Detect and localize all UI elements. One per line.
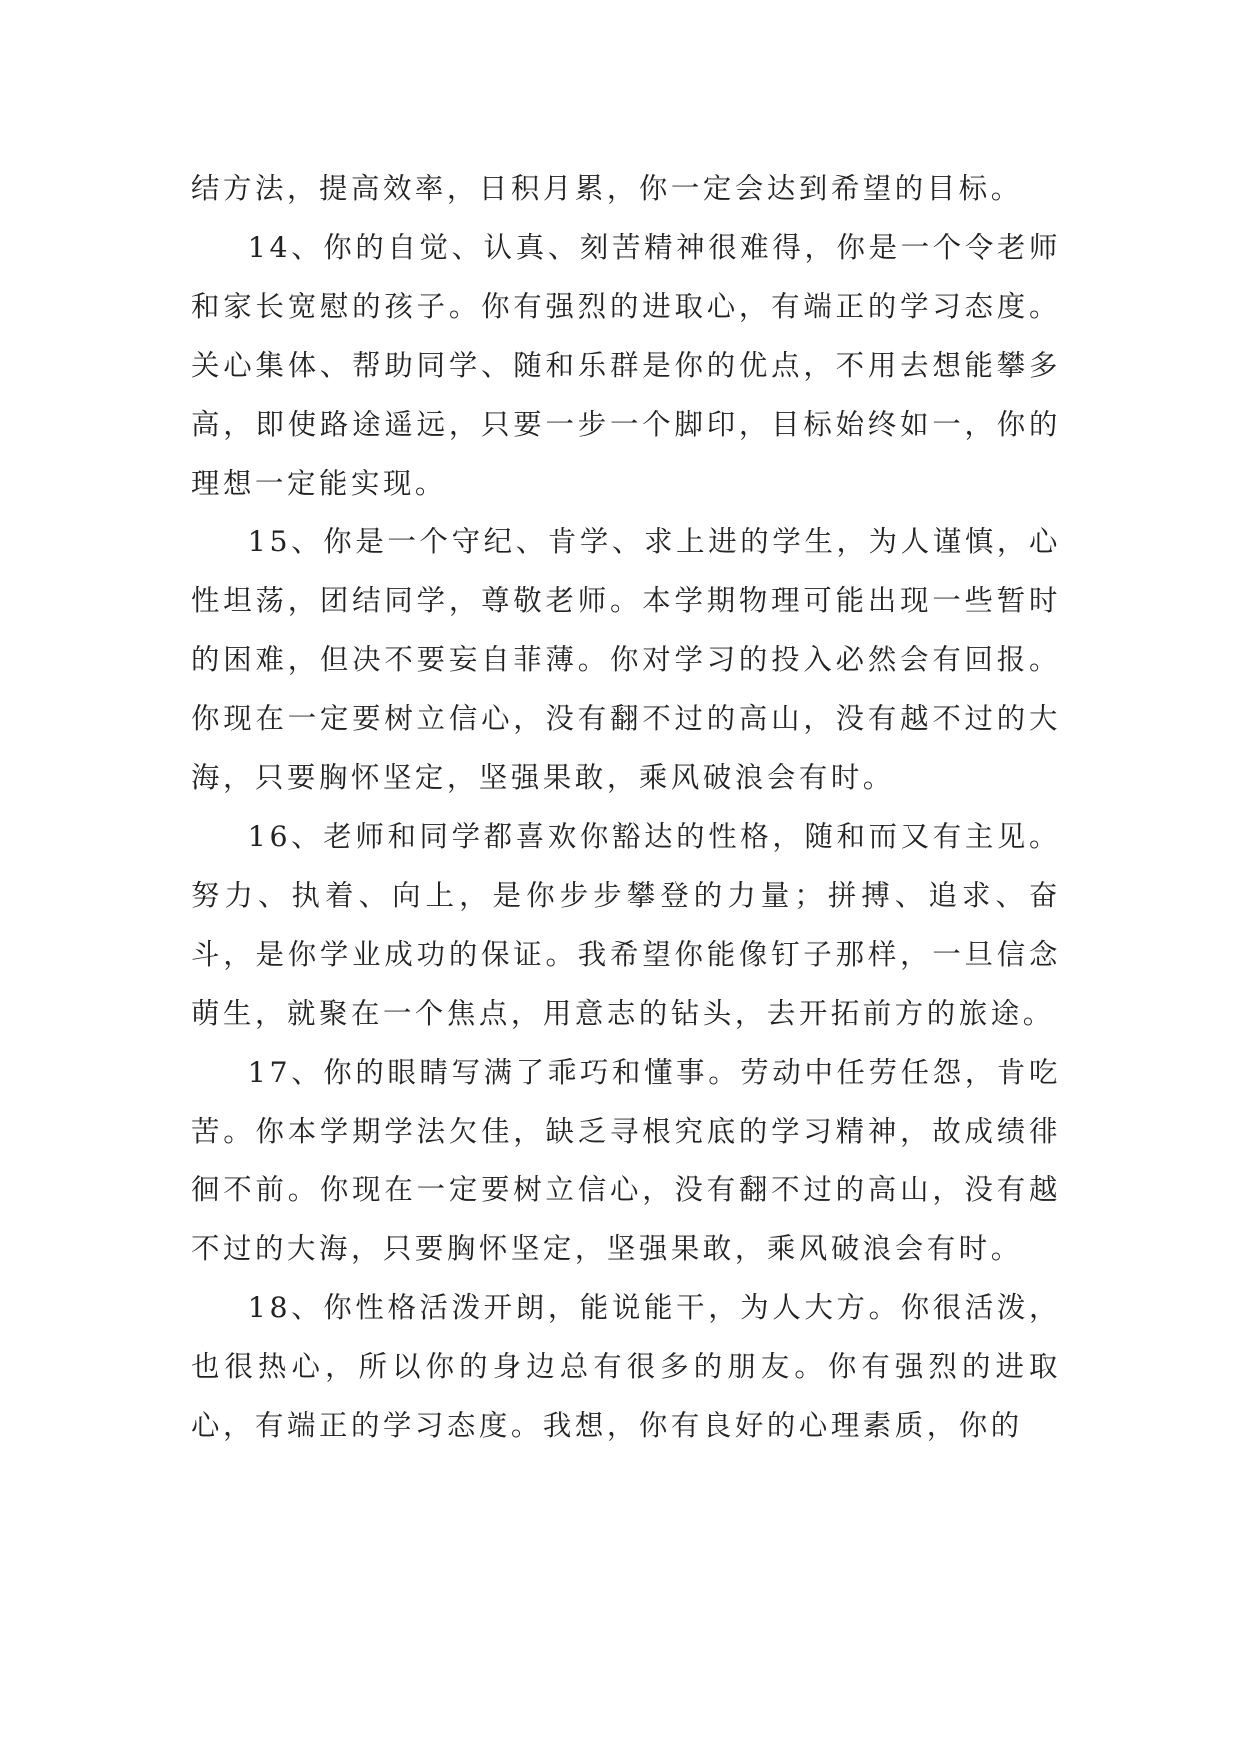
document-body	[191, 160, 1061, 1456]
paragraph-comment-17: 17、你的眼睛写满了乖巧和懂事。劳动中任劳任怨，肯吃苦。你本学期学法欠佳，缺乏寻根究底的学习精神，故成绩徘徊不前。你现在一定要树立信心，没有翻不过的高山，没有越不过的大海，只要胸怀坚定，坚强果敢，乘风破浪会有时。	[191, 1055, 1061, 1266]
paragraph-comment-15: 15、你是一个守纪、肯学、求上进的学生，为人谨慎，心性坦荡，团结同学，尊敬老师。本学期物理可能出现一些暂时的困难，但决不要妄自菲薄。你对学习的投入必然会有回报。你现在一定要树立信心，没有翻不过的高山，没有越不过的大海，只要胸怀坚定，坚强果敢，乘风破浪会有时。	[191, 525, 1061, 795]
paragraph-comment-18: 18、你性格活泼开朗，能说能干，为人大方。你很活泼，也很热心，所以你的身边总有很多的朋友。你有强烈的进取心，有端正的学习态度。我想，你有良好的心理素质，你的	[191, 1291, 1061, 1443]
paragraph-continuation: 结方法，提高效率，日积月累，你一定会达到希望的目标。	[191, 172, 1023, 205]
paragraph-comment-16: 16、老师和同学都喜欢你豁达的性格，随和而又有主见。努力、执着、向上，是你步步攀登的力量；拼搏、追求、奋斗，是你学业成功的保证。我希望你能像钉子那样，一旦信念萌生，就聚在一个焦点，用意志的钻头，去开拓前方的旅途。	[191, 819, 1061, 1030]
paragraph-comment-14: 14、你的自觉、认真、刻苦精神很难得，你是一个令老师和家长宽慰的孩子。你有强烈的进取心，有端正的学习态度。关心集体、帮助同学、随和乐群是你的优点，不用去想能攀多高，即使路途遥远，只要一步一个脚印，目标始终如一，你的理想一定能实现。	[191, 230, 1061, 500]
